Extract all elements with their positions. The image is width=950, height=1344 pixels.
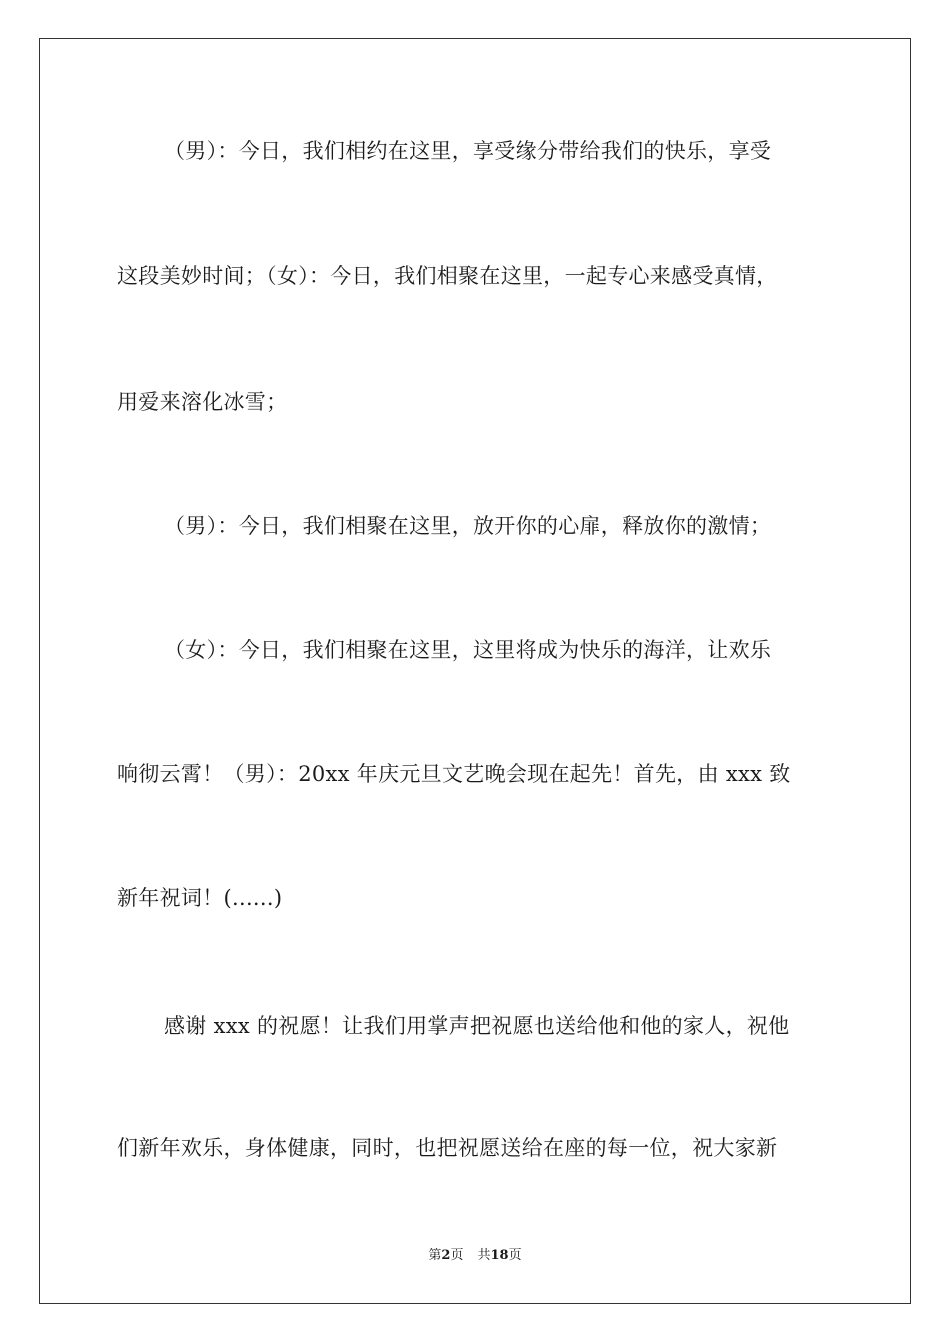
text-line-5: （女）：今日，我们相聚在这里，这里将成为快乐的海洋，让欢乐	[164, 638, 772, 662]
page-suffix: 页	[450, 1248, 464, 1263]
page-footer	[0, 1247, 950, 1265]
text-line-7: 新年祝词！(......)	[117, 886, 283, 910]
total-prefix: 共	[477, 1248, 491, 1263]
text-line-3: 用爱来溶化冰雪；	[117, 390, 288, 414]
text-line-2: 这段美妙时间；（女）：今日，我们相聚在这里，一起专心来感受真情，	[117, 264, 778, 288]
page-border	[39, 38, 911, 1304]
total-pages: 18	[490, 1248, 509, 1263]
page-prefix: 第	[428, 1248, 442, 1263]
total-suffix: 页	[508, 1248, 522, 1263]
text-line-9: 们新年欢乐，身体健康，同时，也把祝愿送给在座的每一位，祝大家新	[117, 1136, 778, 1160]
text-line-4: （男）：今日，我们相聚在这里，放开你的心扉，释放你的激情；	[164, 514, 772, 538]
text-line-8: 感谢 xxx 的祝愿！让我们用掌声把祝愿也送给他和他的家人，祝他	[164, 1014, 790, 1038]
page-number: 2	[441, 1248, 451, 1263]
text-line-6: 响彻云霄！（男）：20xx 年庆元旦文艺晚会现在起先！首先，由 xxx 致	[117, 762, 791, 786]
text-line-1: （男）：今日，我们相约在这里，享受缘分带给我们的快乐，享受	[164, 139, 772, 163]
